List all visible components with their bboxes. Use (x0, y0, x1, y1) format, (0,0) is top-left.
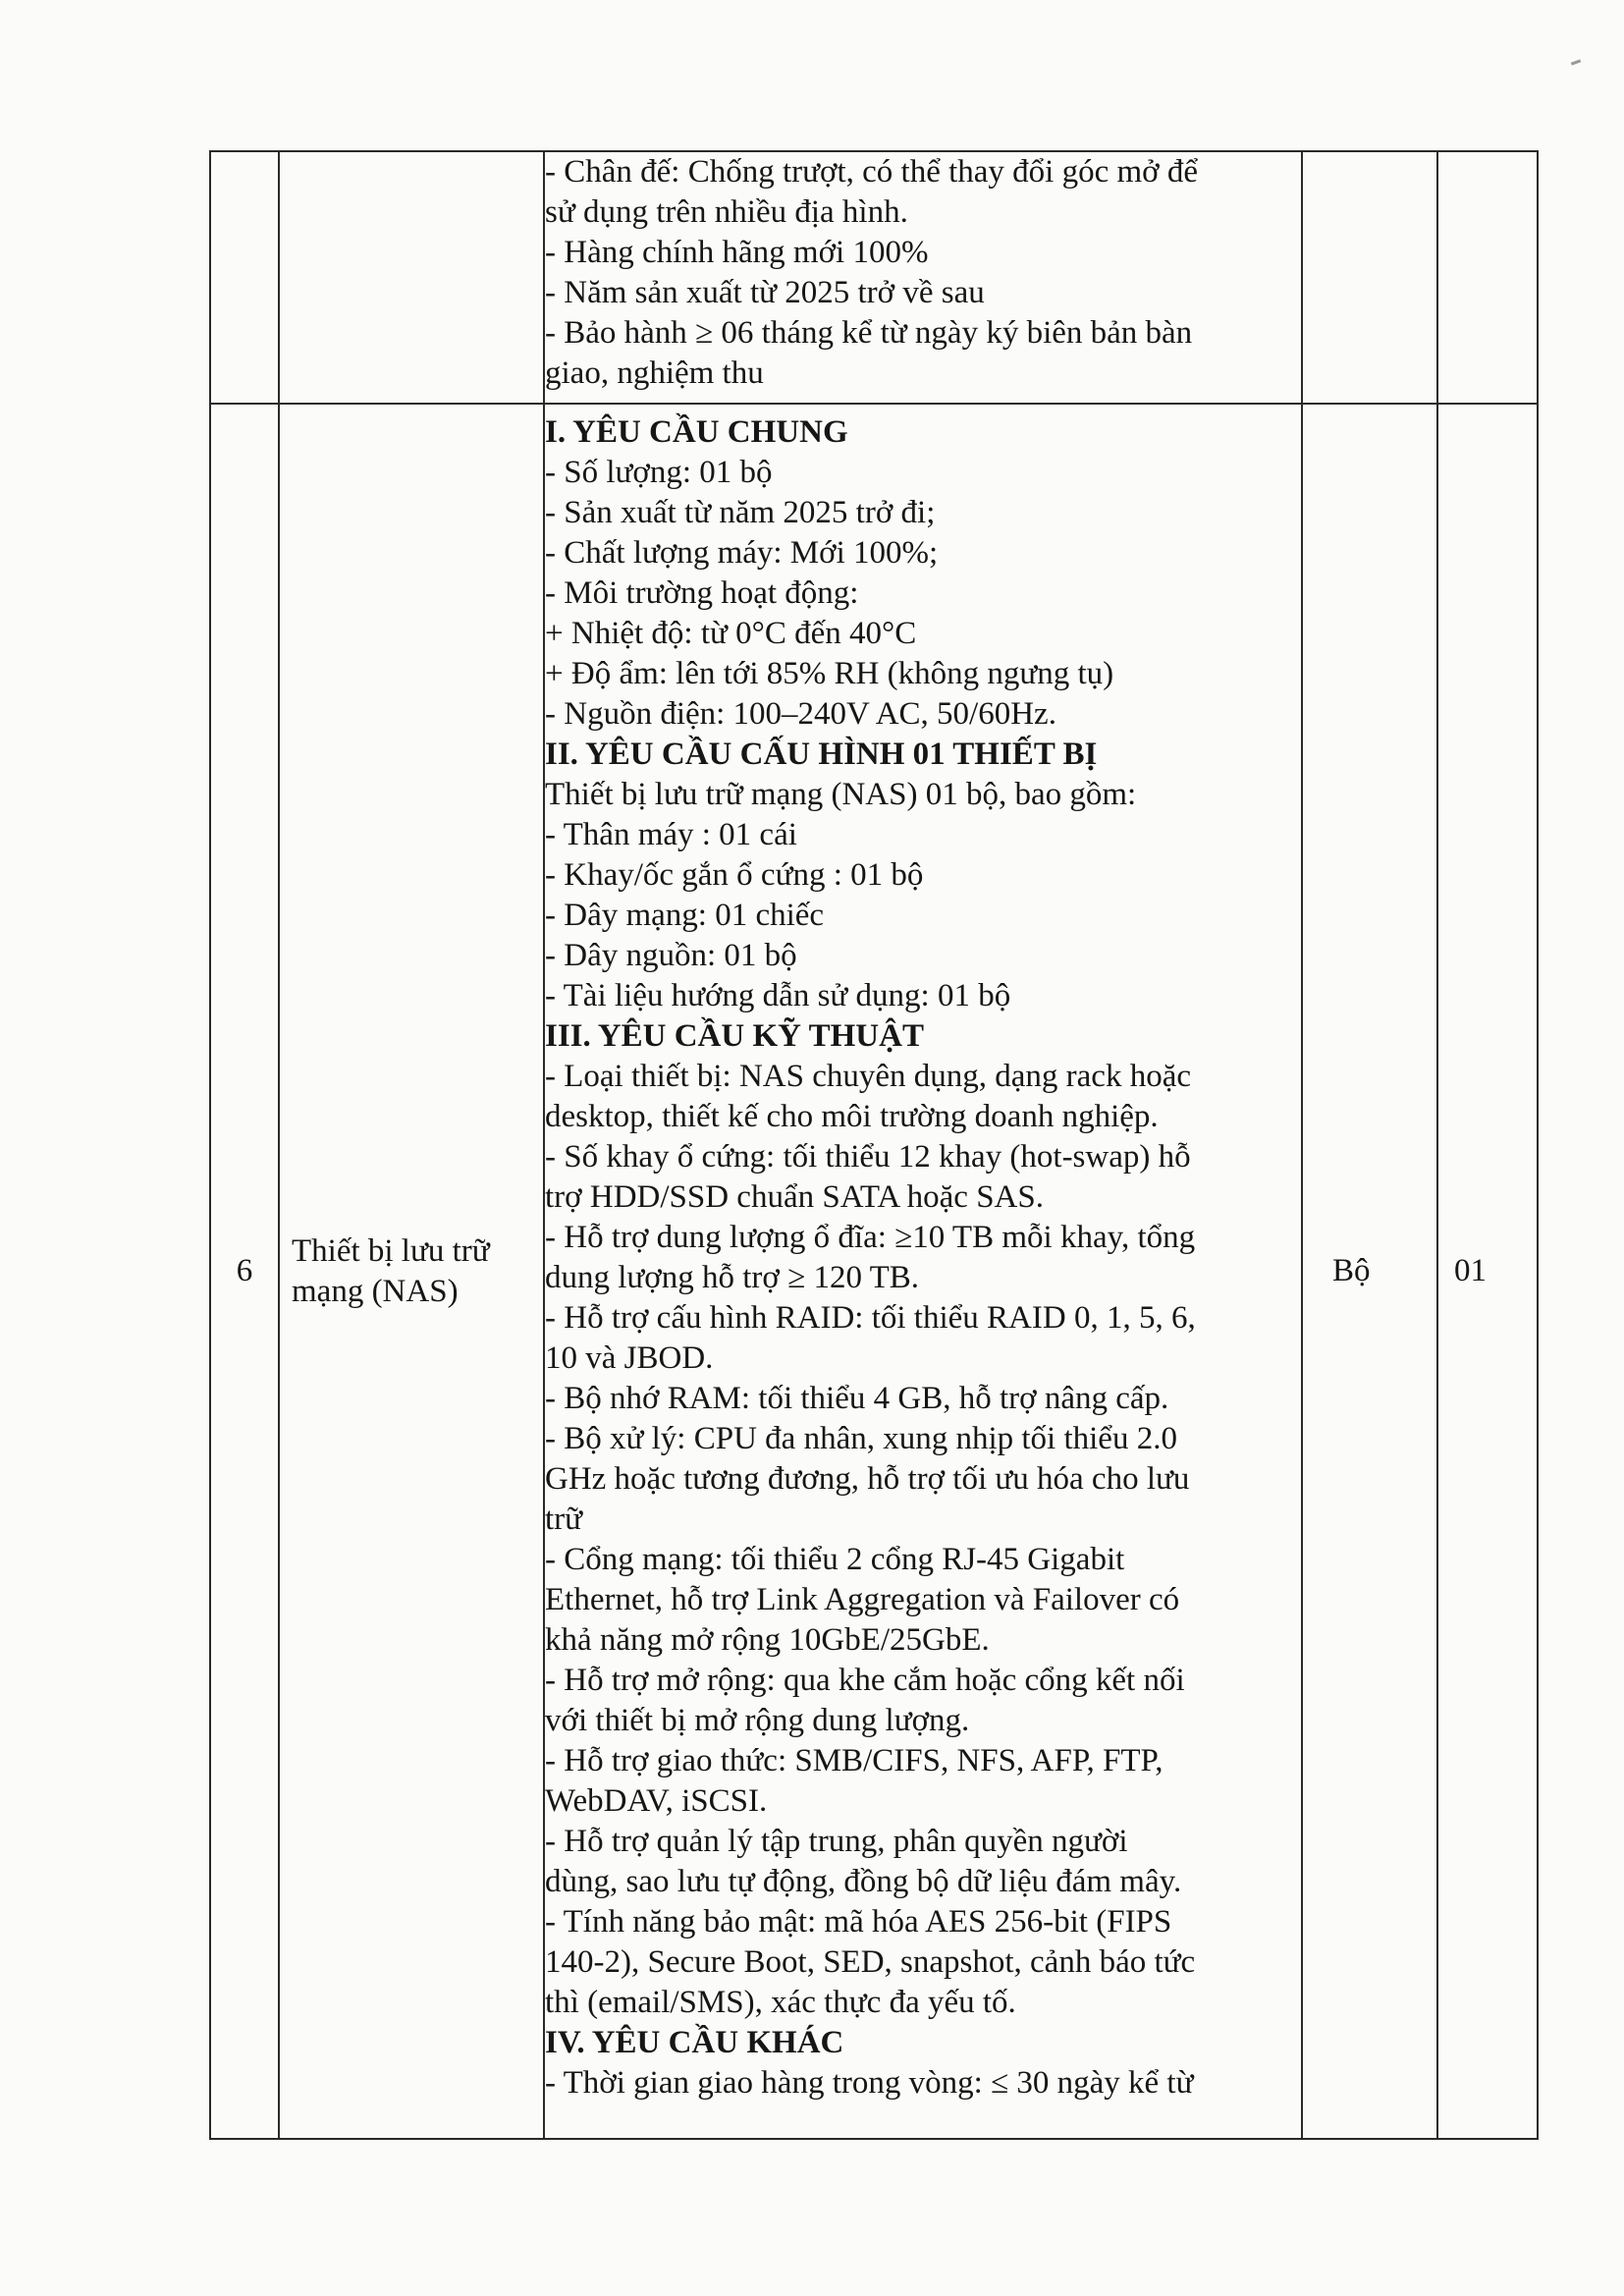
quantity-cell-empty (1437, 151, 1538, 404)
spec-line: - Môi trường hoạt động: (545, 575, 859, 611)
spec-line: khả năng mở rộng 10GbE/25GbE. (545, 1622, 990, 1658)
spec-line: - Bộ xử lý: CPU đa nhân, xung nhịp tối thiểu 2.0 (545, 1421, 1177, 1456)
item-number: 6 (236, 1253, 253, 1288)
spec-line: - Nguồn điện: 100–240V AC, 50/60Hz. (545, 696, 1056, 732)
section-heading: III. YÊU CẦU KỸ THUẬT (545, 1018, 924, 1054)
item-name-line: mạng (NAS) (292, 1273, 459, 1309)
unit-cell (1302, 404, 1437, 2139)
item-name-cell (279, 404, 544, 2139)
specification-cell (544, 404, 1302, 2139)
content-line: sử dụng trên nhiều địa hình. (545, 194, 908, 230)
spec-line: - Sản xuất từ năm 2025 trở đi; (545, 495, 936, 530)
spec-line: + Độ ẩm: lên tới 85% RH (không ngưng tụ) (545, 656, 1114, 691)
spec-line: - Hỗ trợ quản lý tập trung, phân quyền người (545, 1824, 1128, 1859)
spec-line: Thiết bị lưu trữ mạng (NAS) 01 bộ, bao gồm: (545, 777, 1137, 812)
spec-line: - Hỗ trợ cấu hình RAID: tối thiểu RAID 0, 1, 5, 6, (545, 1300, 1196, 1336)
spec-line: thì (email/SMS), xác thực đa yếu tố. (545, 1985, 1016, 2020)
spec-line: - Thân máy : 01 cái (545, 817, 797, 852)
spec-line: - Tài liệu hướng dẫn sử dụng: 01 bộ (545, 978, 1011, 1013)
quantity-cell (1437, 404, 1538, 2139)
table-row-continued (210, 151, 1538, 404)
spec-line: trữ (545, 1502, 583, 1537)
spec-line: - Hỗ trợ mở rộng: qua khe cắm hoặc cổng kết nối (545, 1663, 1185, 1698)
spec-line: - Dây nguồn: 01 bộ (545, 938, 797, 973)
spec-line: dung lượng hỗ trợ ≥ 120 TB. (545, 1260, 920, 1295)
section-heading: II. YÊU CẦU CẤU HÌNH 01 THIẾT BỊ (545, 737, 1098, 772)
specification-table (209, 150, 1539, 2140)
content-line: - Năm sản xuất từ 2025 trở về sau (545, 275, 985, 310)
spec-line: - Chất lượng máy: Mới 100%; (545, 535, 939, 571)
scan-mark (1571, 59, 1581, 65)
spec-line: + Nhiệt độ: từ 0°C đến 40°C (545, 616, 917, 651)
spec-line: - Số khay ổ cứng: tối thiểu 12 khay (hot-swap) hỗ (545, 1139, 1191, 1175)
spec-line: desktop, thiết kế cho môi trường doanh nghiệp. (545, 1099, 1159, 1134)
unit-cell-empty (1302, 151, 1437, 404)
spec-line: 10 và JBOD. (545, 1340, 714, 1376)
spec-line: - Hỗ trợ dung lượng ổ đĩa: ≥10 TB mỗi khay, tổng (545, 1220, 1196, 1255)
name-cell-empty (279, 151, 544, 404)
content-line: giao, nghiệm thu (545, 355, 764, 391)
spec-line: - Tính năng bảo mật: mã hóa AES 256-bit (FIPS (545, 1904, 1172, 1940)
stt-cell-empty (210, 151, 279, 404)
spec-line: - Số lượng: 01 bộ (545, 455, 773, 490)
content-line: - Hàng chính hãng mới 100% (545, 235, 929, 270)
item-name-line: Thiết bị lưu trữ (292, 1232, 490, 1269)
content-line: - Bảo hành ≥ 06 tháng kể từ ngày ký biên bản bàn (545, 315, 1193, 351)
spec-line: - Loại thiết bị: NAS chuyên dụng, dạng rack hoặc (545, 1059, 1191, 1094)
content-cell-continued (544, 151, 1302, 404)
spec-line: trợ HDD/SSD chuẩn SATA hoặc SAS. (545, 1179, 1044, 1215)
section-heading: IV. YÊU CẦU KHÁC (545, 2025, 844, 2060)
spec-line: GHz hoặc tương đương, hỗ trợ tối ưu hóa cho lưu (545, 1461, 1190, 1497)
spec-line: - Hỗ trợ giao thức: SMB/CIFS, NFS, AFP, FTP, (545, 1743, 1164, 1778)
table-row-item-6 (210, 404, 1538, 2139)
spec-line: - Thời gian giao hàng trong vòng: ≤ 30 ngày kể từ (545, 2065, 1194, 2101)
content-line: - Chân đế: Chống trượt, có thể thay đổi góc mở để (545, 154, 1198, 190)
spec-line: - Cổng mạng: tối thiểu 2 cổng RJ-45 Gigabit (545, 1542, 1125, 1577)
spec-line: với thiết bị mở rộng dung lượng. (545, 1703, 970, 1738)
spec-line: dùng, sao lưu tự động, đồng bộ dữ liệu đám mây. (545, 1864, 1182, 1899)
spec-line: Ethernet, hỗ trợ Link Aggregation và Failover có (545, 1582, 1180, 1617)
spec-line: - Bộ nhớ RAM: tối thiểu 4 GB, hỗ trợ nâng cấp. (545, 1381, 1169, 1416)
spec-line: - Dây mạng: 01 chiếc (545, 898, 825, 933)
section-heading: I. YÊU CẦU CHUNG (545, 414, 848, 450)
stt-cell (210, 404, 279, 2139)
spec-line: - Khay/ốc gắn ổ cứng : 01 bộ (545, 857, 924, 893)
unit-value: Bộ (1332, 1253, 1371, 1288)
quantity-value: 01 (1454, 1253, 1487, 1288)
spec-line: 140-2), Secure Boot, SED, snapshot, cảnh báo tức (545, 1944, 1196, 1980)
spec-line: WebDAV, iSCSI. (545, 1783, 768, 1819)
